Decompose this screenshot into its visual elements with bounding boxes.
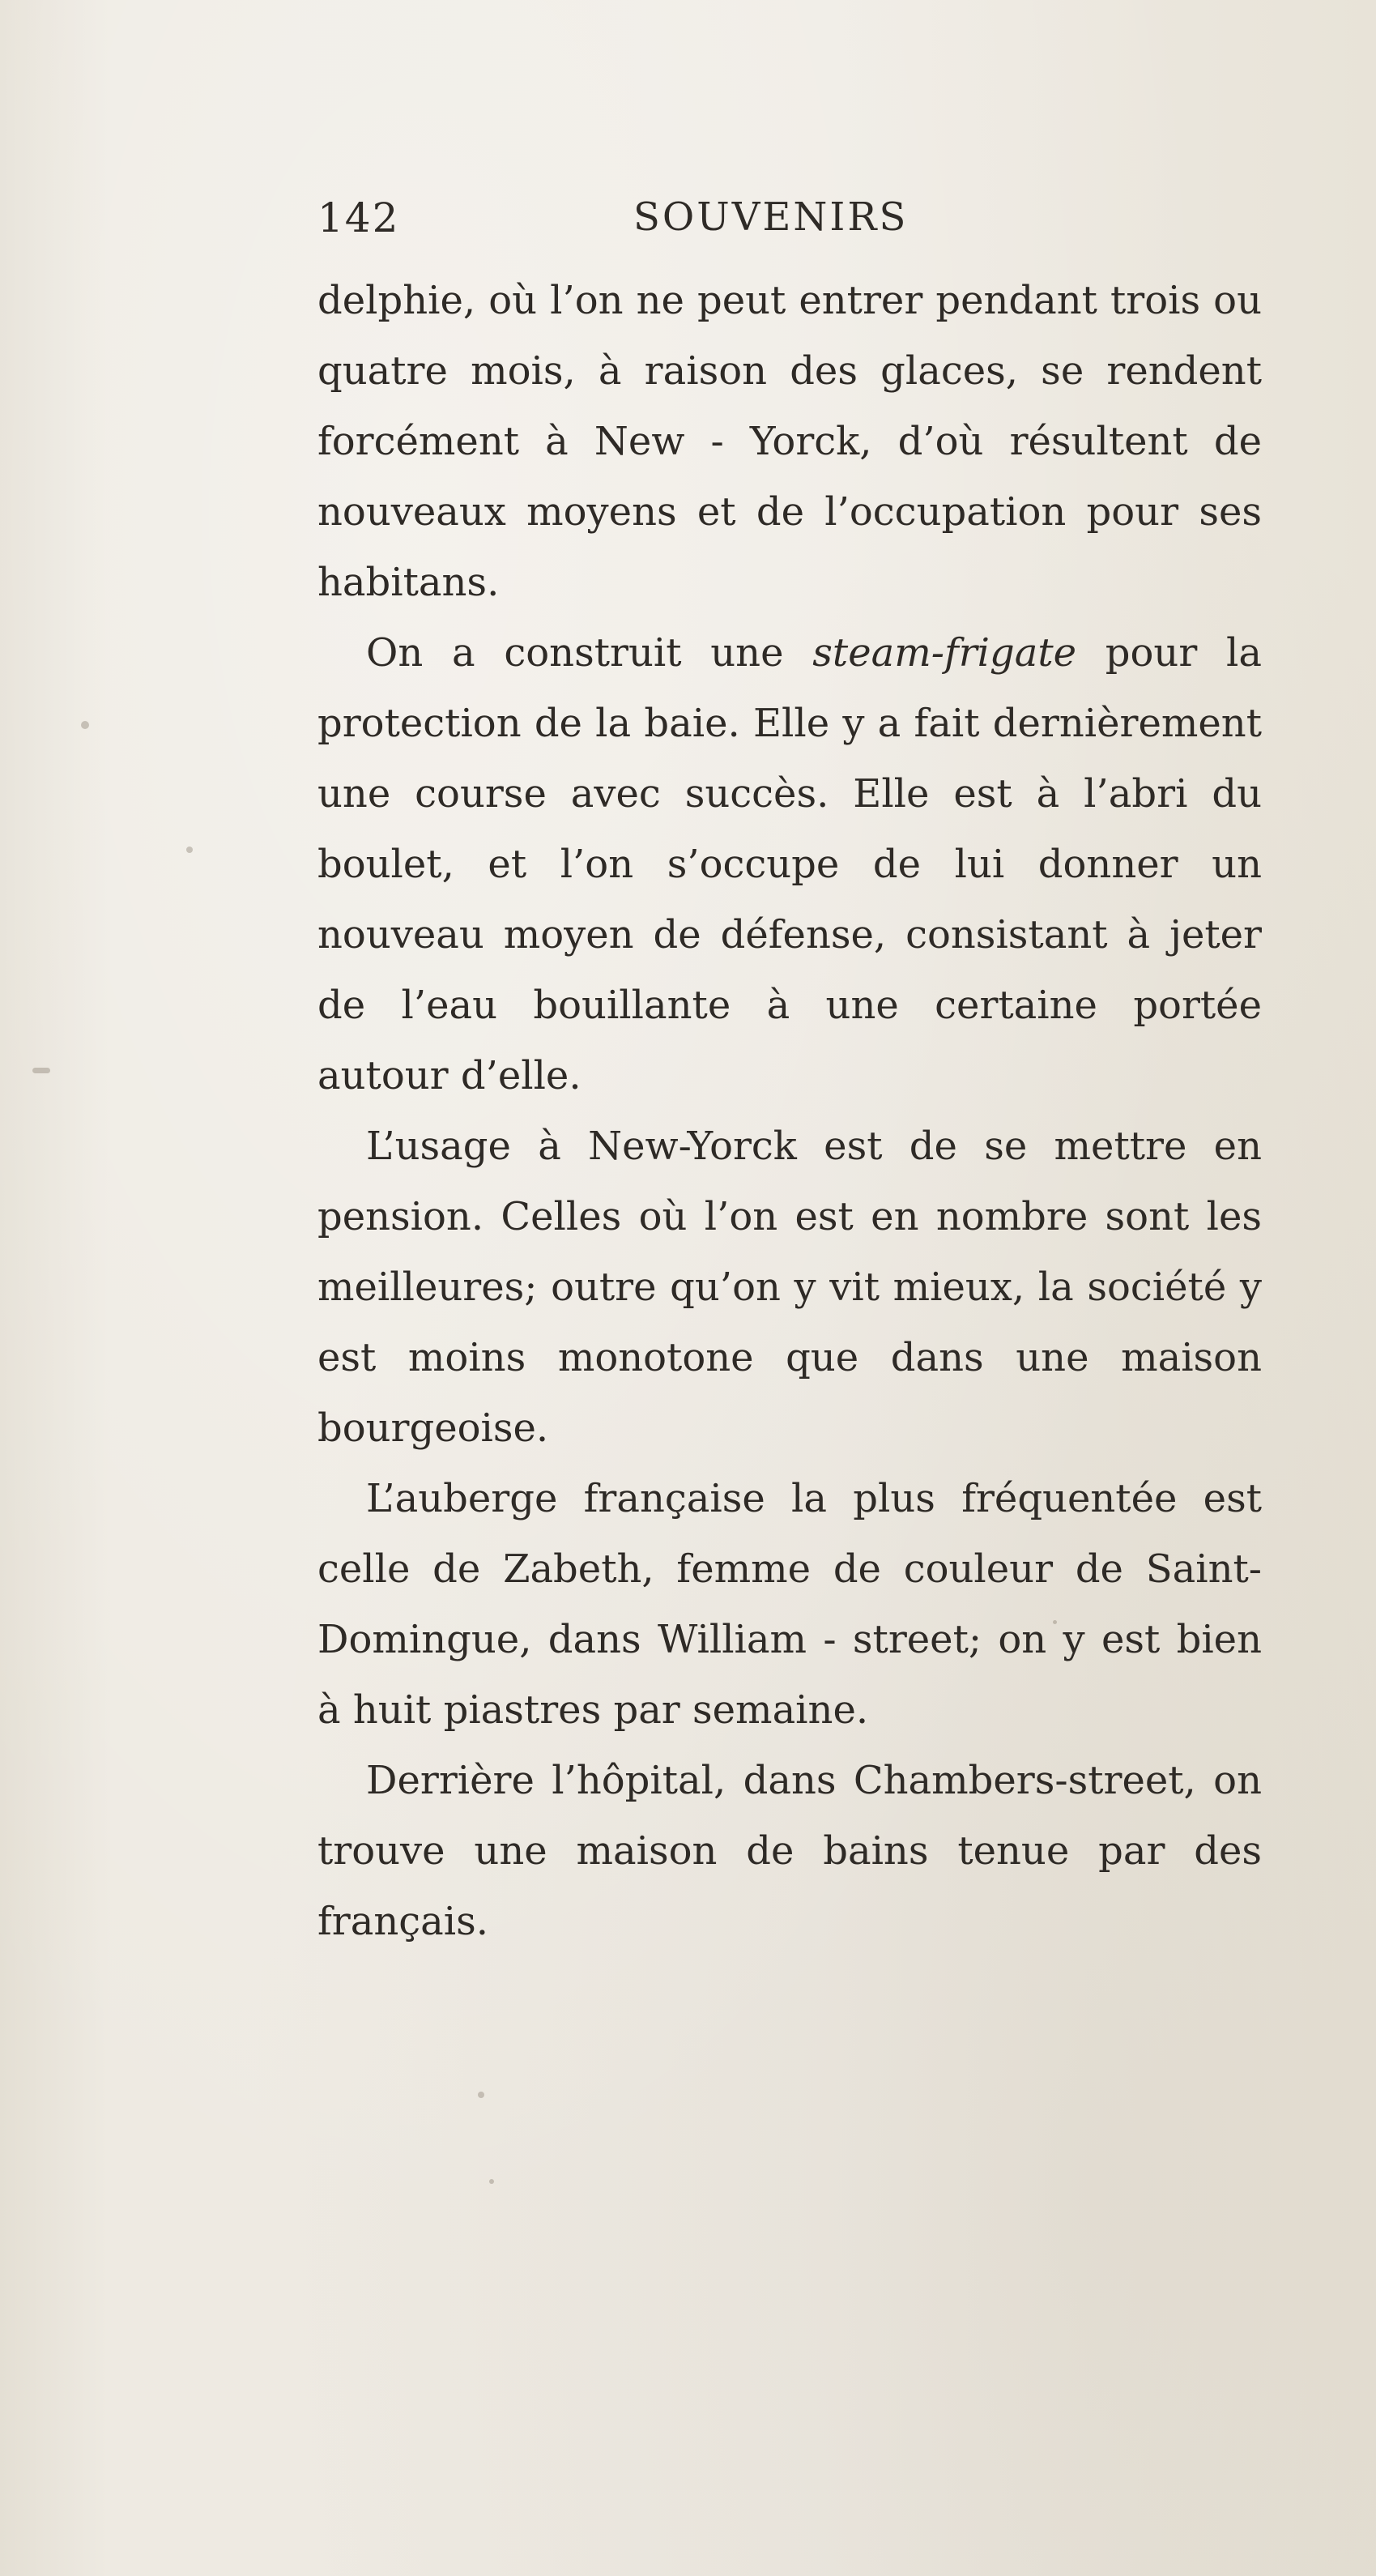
paragraph: [317, 618, 1262, 1111]
page-header: [317, 194, 1281, 259]
italic-term: steam-frigate: [812, 630, 1077, 676]
paragraph: delphie, où l’on ne peut entrer pendant trois ou quatre mois, à raison des glaces, se rendent forcément à New - Yorck, d’où résultent de nouveaux moyens et de l’occupation pour ses habitans.: [317, 278, 1262, 605]
paper-speck: [489, 2179, 494, 2184]
paper-speck: [81, 721, 89, 729]
paragraph: Derrière l’hôpital, dans Chambers-street, on trouve une maison de bains tenue par des français.: [317, 1758, 1262, 1944]
paragraph-text: pour la protection de la baie. Elle y a fait dernièrement une course avec succès. Elle est à l’abri du boulet, et l’on s’occupe de lui donner un nouveau moyen de défense, consistant à jeter de l’eau bouillante à une certaine portée autour d’elle.: [317, 630, 1263, 1098]
paper-speck: [32, 1068, 50, 1073]
paragraph-text: On a construit une: [366, 630, 813, 676]
paragraph: L’auberge française la plus fréquentée est celle de Zabeth, femme de couleur de Saint-Domingue, dans William - street; on y est bien à huit piastres par semaine.: [317, 1476, 1262, 1733]
body-text: [317, 266, 1262, 1957]
paper-speck: [186, 847, 193, 853]
running-head: SOUVENIRS: [633, 194, 909, 240]
paragraph: L’usage à New-Yorck est de se mettre en pension. Celles où l’on est en nombre sont les meilleures; outre qu’on y vit mieux, la société y est moins monotone que dans une maison bourgeoise.: [317, 1124, 1262, 1451]
page-number: 142: [317, 194, 400, 241]
paper-speck: [478, 2092, 484, 2098]
